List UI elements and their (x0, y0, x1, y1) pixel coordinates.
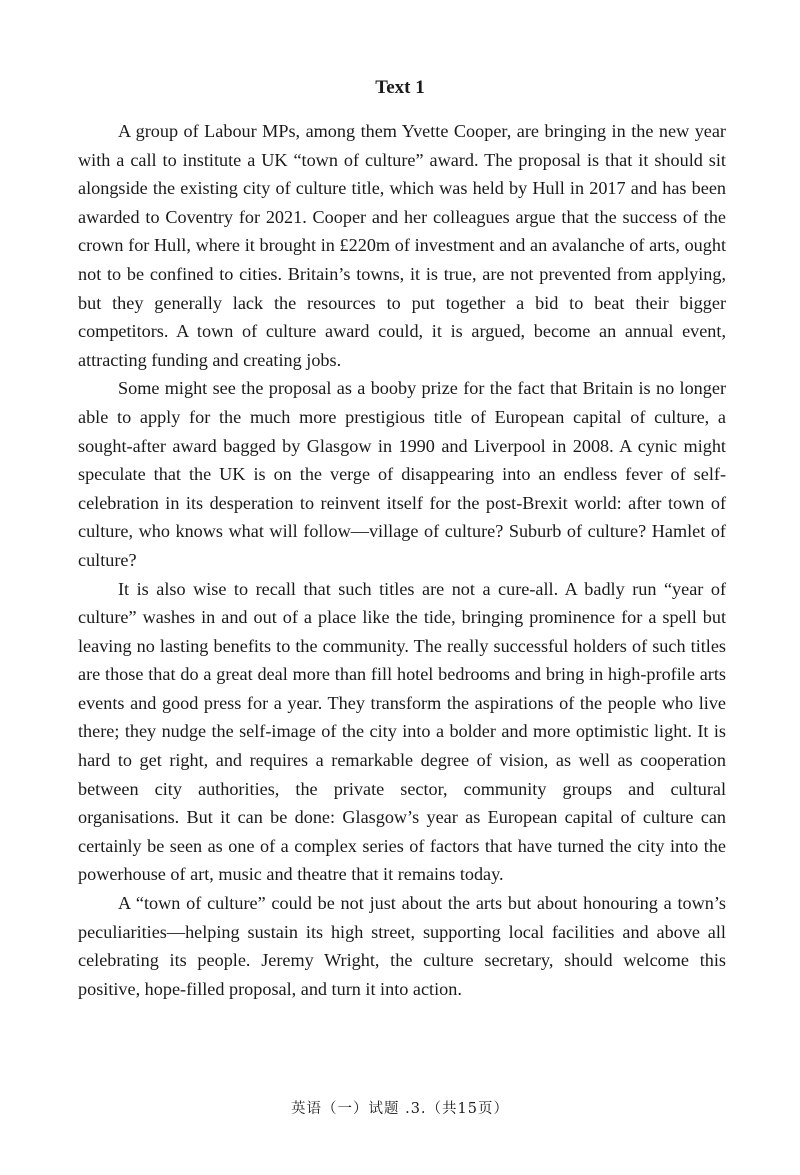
page-footer: 英语（一）试题 .3.（共15页） (290, 1101, 509, 1117)
paragraph-1: A group of Labour MPs, among them Yvette Cooper, are bringing in the new year with a call to institute a UK “town of culture” award. The proposal is that it should sit alongside the existing city of culture title, which was held by Hull in 2017 and has been awarded to Coventry for 2021. Cooper and her colleagues argue that the success of the crown for Hull, where it brought in £220m of investment and an avalanche of arts, ought not to be confined to cities. Britain’s towns, it is true, are not prevented from applying, but they generally lack the resources to put together a bid to beat their bigger competitors. A town of culture award could, it is argued, become an annual event, attracting funding and creating jobs. (78, 121, 726, 370)
paragraph-3: It is also wise to recall that such titles are not a cure-all. A badly run “year of culture” washes in and out of a place like the tide, bringing prominence for a spell but leaving no lasting benefits to the community. The really successful holders of such titles are those that do a great deal more than fill hotel bedrooms and bring in high-profile arts events and good press for a year. They transform the aspirations of the people who live there; they nudge the self-image of the city into a bolder and more optimistic light. It is hard to get right, and requires a remarkable degree of vision, as well as cooperation between city authorities, the private sector, community groups and cultural organisations. But it can be done: Glasgow’s year as European capital of culture can certainly be seen as one of a complex series of factors that have turned the city into the powerhouse of art, music and theatre that it remains today. (78, 578, 726, 885)
passage-body (78, 117, 726, 1003)
passage-title: Text 1 (375, 77, 425, 98)
paragraph-4: A “town of culture” could be not just about the arts but about honouring a town’s peculiarities—helping sustain its high street, supporting local facilities and above all celebrating its people. Jeremy Wright, the culture secretary, should welcome this positive, hope-filled proposal, and turn it into action. (78, 893, 726, 999)
paragraph-2: Some might see the proposal as a booby prize for the fact that Britain is no longer able to apply for the much more prestigious title of European capital of culture, a sought-after award bagged by Glasgow in 1990 and Liverpool in 2008. A cynic might speculate that the UK is on the verge of disappearing into an endless fever of self-celebration in its desperation to reinvent itself for the post-Brexit world: after town of culture, who knows what will follow—village of culture? Suburb of culture? Hamlet of culture? (78, 378, 726, 570)
